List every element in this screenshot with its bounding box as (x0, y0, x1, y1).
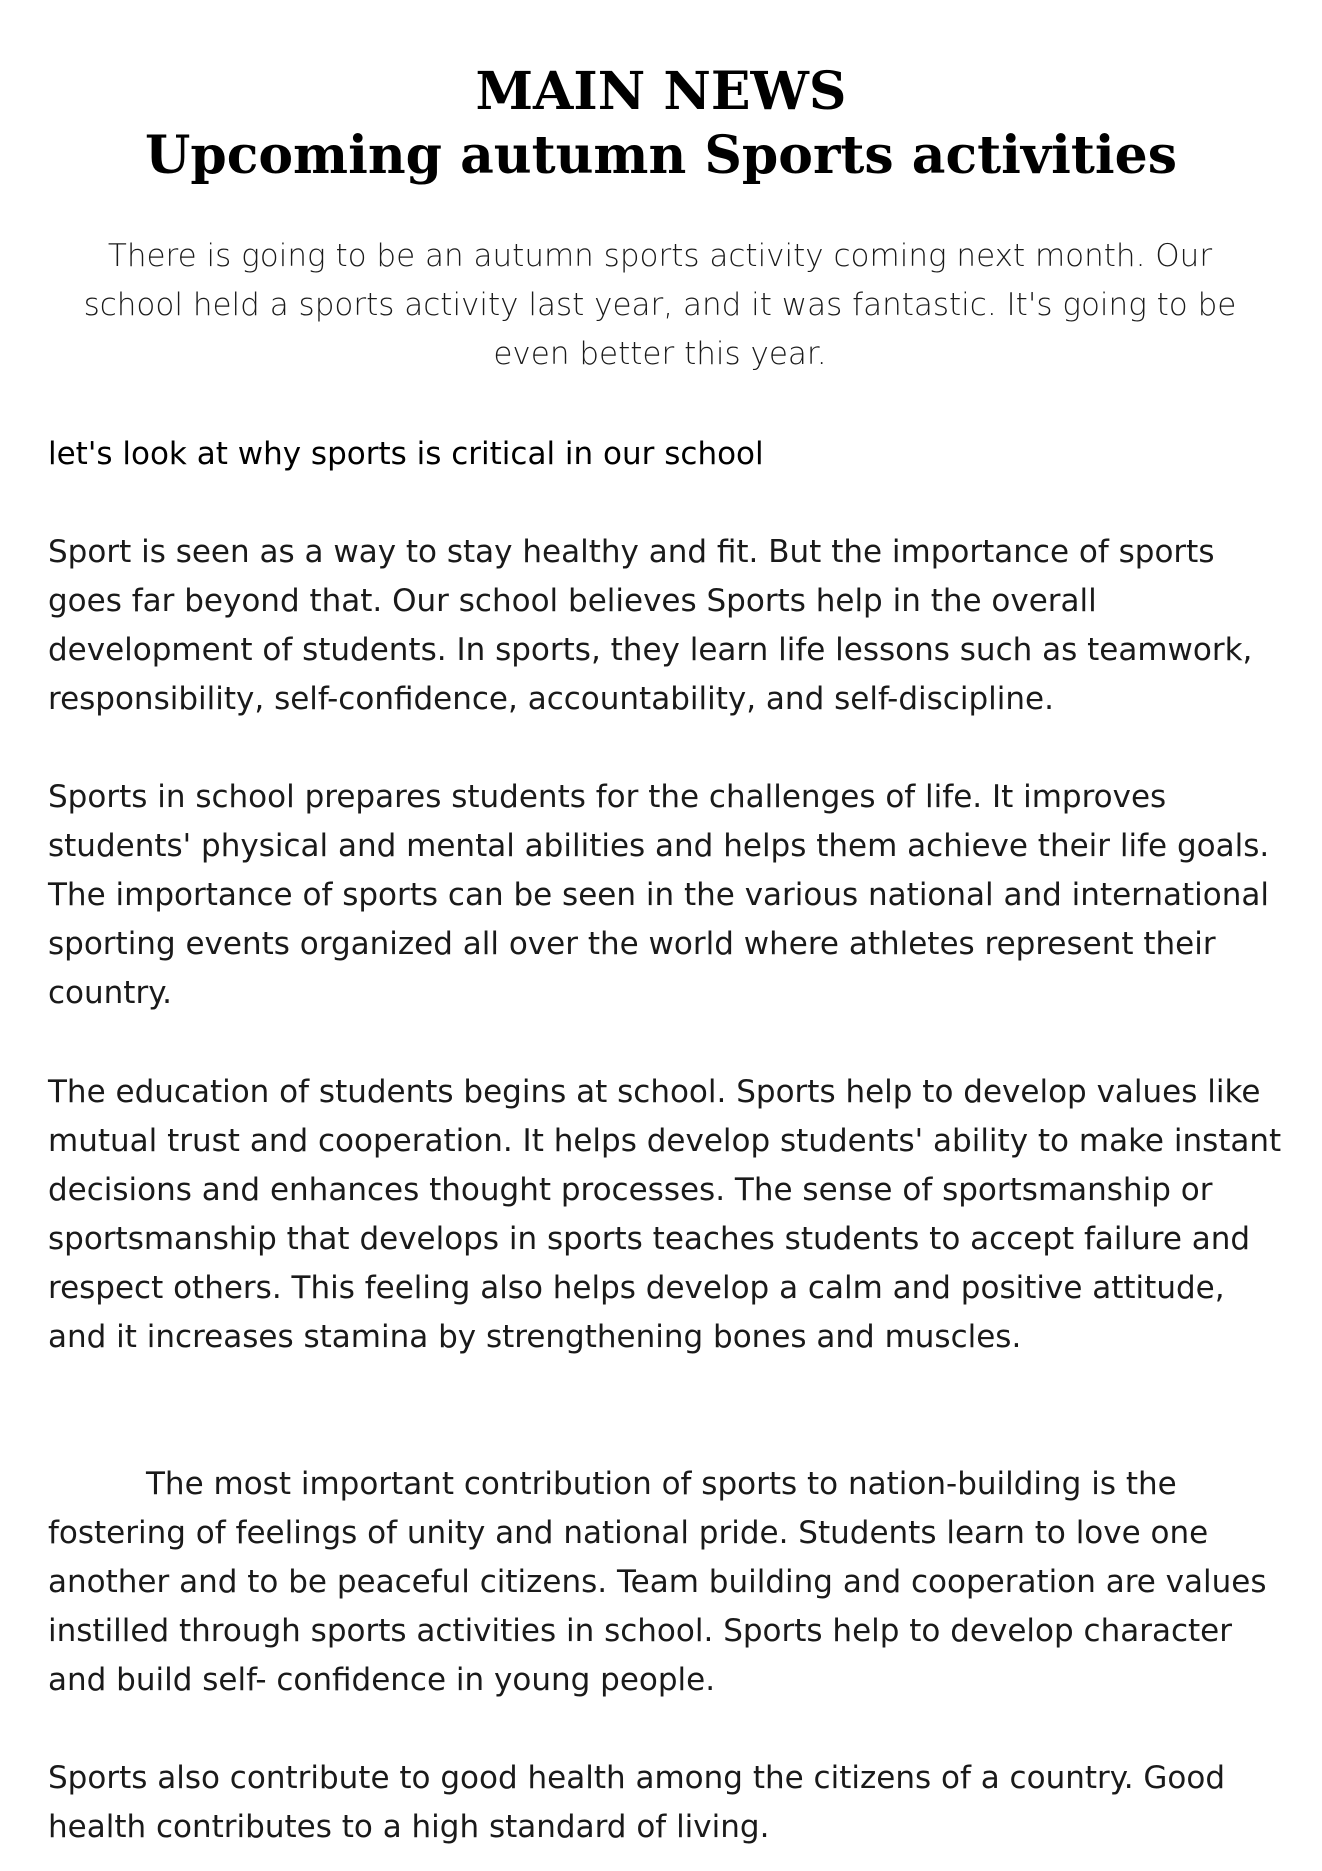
body-paragraph-5: Sports also contribute to good health among the citizens of a country. Good health contributes to a high standard of living. (48, 1760, 1226, 1845)
headline-main-news: MAIN NEWS (475, 61, 847, 122)
body-paragraph-1: Sport is seen as a way to stay healthy and fit. But the importance of sports goes far beyond that. Our school believes Sports help in the overall development of students. In sports, they learn life lessons such as teamwork, responsibility, self-confidence, accountability, and self-discipline. (48, 534, 1253, 717)
headline (0, 60, 1322, 188)
body-paragraph-3: The education of students begins at school. Sports help to develop values like mutual trust and cooperation. It helps develop students' ability to make instant decisions and enhances thought processes. The sense of sportsmanship or sportsmanship that develops in sports teaches students to accept failure and respect others. This feeling also helps develop a calm and positive attitude, and it increases stamina by strengthening bones and muscles. (48, 1074, 1282, 1355)
intro-paragraph: There is going to be an autumn sports activity coming next month. Our school held a sports activity last year, and it was fantastic. It's going to be even better this year. (83, 238, 1237, 372)
section-subheading: let's look at why sports is critical in our school (48, 436, 764, 472)
headline-article-title: Upcoming autumn Sports activities (145, 125, 1177, 186)
body-paragraph-4-text: The most important contribution of sports to nation-building is the fostering of feelings of unity and national pride. Students learn to love one another and to be peaceful citizens. Team building and cooperation are values instilled through sports activities in school. Sports help to develop character and build self- confidence in young people. (48, 1466, 1267, 1698)
body-paragraph-4 (48, 1460, 1288, 1705)
body-paragraph-2: Sports in school prepares students for the challenges of life. It improves students' physical and mental abilities and helps them achieve their life goals. The importance of sports can be seen in the various national and international sporting events organized all over the world where athletes represent their country. (48, 779, 1270, 1011)
